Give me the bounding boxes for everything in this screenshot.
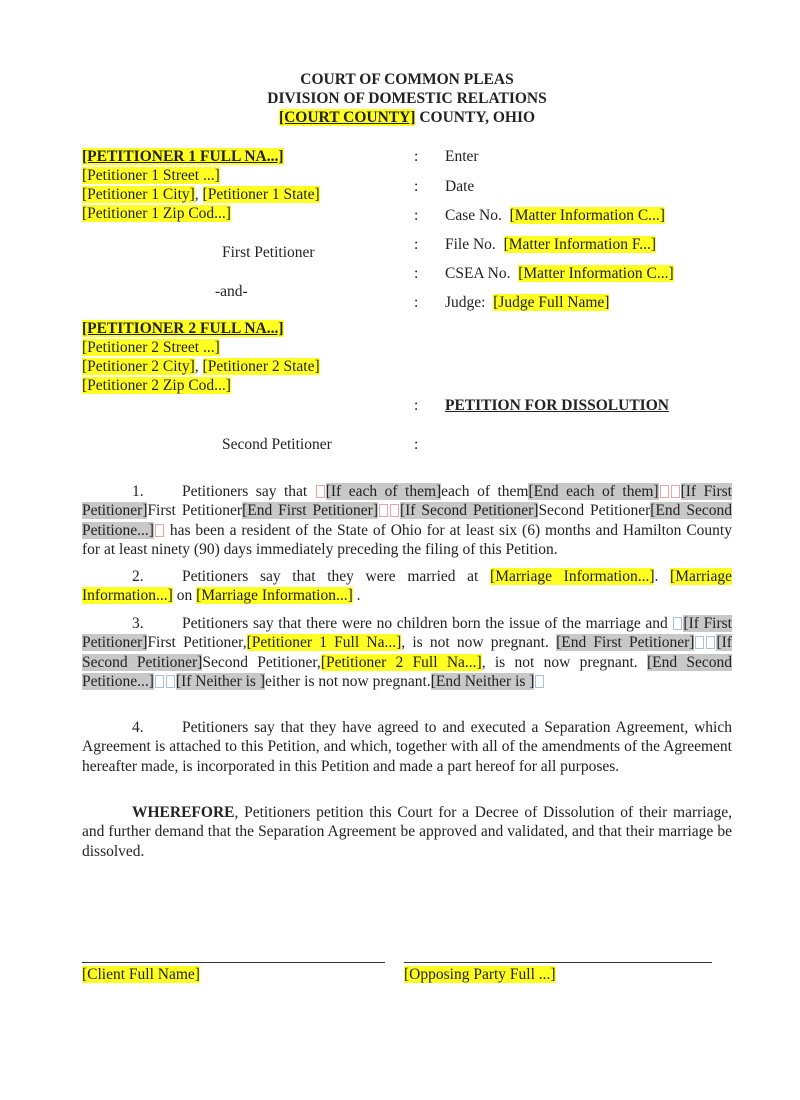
caption-colon: : xyxy=(414,397,419,414)
petitioner2-zip[interactable]: [Petitioner 2 Zip Cod...] xyxy=(82,377,231,394)
caption-enter: Enter xyxy=(445,148,479,165)
client-signature-line xyxy=(82,962,385,963)
petitioner1-state: [Petitioner 1 State] xyxy=(202,186,320,203)
client-name-field[interactable]: [Client Full Name] xyxy=(82,966,200,983)
petitioner2-full-name-field[interactable]: [Petitioner 2 Full Na...] xyxy=(320,653,482,671)
caption-colon: : xyxy=(414,294,419,311)
first-petitioner-label: First Petitioner xyxy=(222,244,315,261)
file-number-field: [Matter Information F...] xyxy=(503,236,656,253)
judge-row[interactable]: Judge: [Judge Full Name] xyxy=(445,294,610,311)
paragraph-3: 3. Petitioners say that there were no children born the issue of the marriage and [If First Petitioner]First Petitioner,[Petitioner 1 Full Na...], is not now pregnant. [End First Petitioner] [If Second Petitioner]Second Petitioner,[Petitioner 2 Full Na...], is not now pregnant. [End Second Petitione...] [If Neither is ]either is not now pregnant.[End Neither is ] xyxy=(82,615,733,690)
caption-colon: : xyxy=(414,236,419,253)
paragraph-4: 4. Petitioners say that they have agreed to and executed a Separation Agreement, which Agreement is attached to this Petition, and which, together with all of the amendments of the Agreement hereafter made, is incorporated in this Petition and made a part hereof for all purposes. xyxy=(82,719,732,775)
case-number-field: [Matter Information C...] xyxy=(509,207,665,224)
opposing-party-name-field[interactable]: [Opposing Party Full ...] xyxy=(404,966,556,983)
document-title: PETITION FOR DISSOLUTION xyxy=(445,397,669,414)
caption-colon: : xyxy=(414,148,419,165)
paragraph-2: 2. Petitioners say that they were married at [Marriage Information...]. [Marriage Information...] on [Marriage Information...] . xyxy=(82,568,732,605)
petitioner1-name[interactable]: [PETITIONER 1 FULL NA...] xyxy=(82,148,284,165)
caption-date: Date xyxy=(445,178,475,195)
petitioner1-street[interactable]: [Petitioner 1 Street ...] xyxy=(82,167,220,184)
petitioner2-state: [Petitioner 2 State] xyxy=(202,358,320,375)
petitioner2-city-state[interactable]: [Petitioner 2 City], [Petitioner 2 State] xyxy=(82,358,320,375)
court-division: DIVISION OF DOMESTIC RELATIONS xyxy=(267,90,547,107)
second-petitioner-label: Second Petitioner xyxy=(222,436,332,453)
court-county-field[interactable]: [COURT COUNTY] xyxy=(278,109,416,126)
petitioner1-city-state[interactable]: [Petitioner 1 City], [Petitioner 1 State] xyxy=(82,186,320,203)
petitioner1-full-name-field[interactable]: [Petitioner 1 Full Na...] xyxy=(246,634,402,652)
paragraph-1: 1. Petitioners say that [If each of them]each of them[End each of them] [If First Petitioner]First Petitioner[End First Petitioner] [If Second Petitioner]Second Petitioner[End Second Petitione...] has been a resident of the State of Ohio for at least six (6) months and Hamilton County for at least ninety (90) days immediately preceding the filing of this Petition. xyxy=(82,483,733,558)
marriage-date-field[interactable]: [Marriage Information...] xyxy=(196,587,353,605)
file-number-row[interactable]: File No. [Matter Information F...] xyxy=(445,236,656,253)
caption-colon: : xyxy=(414,207,419,224)
marriage-info-field[interactable]: [Marriage Information...] xyxy=(82,568,732,605)
csea-number-row[interactable]: CSEA No. [Matter Information C...] xyxy=(445,265,674,282)
opposing-signature-line xyxy=(404,962,712,963)
and-separator: -and- xyxy=(215,283,248,300)
marriage-place-field[interactable]: [Marriage Information...] xyxy=(490,568,655,585)
petitioner1-zip[interactable]: [Petitioner 1 Zip Cod...] xyxy=(82,205,231,222)
caption-colon: : xyxy=(414,178,419,195)
case-number-row[interactable]: Case No. [Matter Information C...] xyxy=(445,207,665,224)
petitioner2-name[interactable]: [PETITIONER 2 FULL NA...] xyxy=(82,320,284,337)
wherefore-paragraph: WHEREFORE, Petitioners petition this Court for a Decree of Dissolution of their marriage, and further demand that the Separation Agreement be approved and validated, and that their marriage be dissolved. xyxy=(82,804,732,860)
csea-number-field: [Matter Information C...] xyxy=(518,265,674,282)
petitioner1-city: [Petitioner 1 City] xyxy=(82,186,195,203)
caption-colon: : xyxy=(414,265,419,282)
petitioner2-street[interactable]: [Petitioner 2 Street ...] xyxy=(82,339,220,356)
court-county-line: [COURT COUNTY] COUNTY, OHIO xyxy=(278,109,536,126)
court-name: COURT OF COMMON PLEAS xyxy=(300,71,514,88)
caption-colon: : xyxy=(414,436,419,453)
judge-name-field: [Judge Full Name] xyxy=(493,294,610,311)
petitioner2-city: [Petitioner 2 City] xyxy=(82,358,195,375)
